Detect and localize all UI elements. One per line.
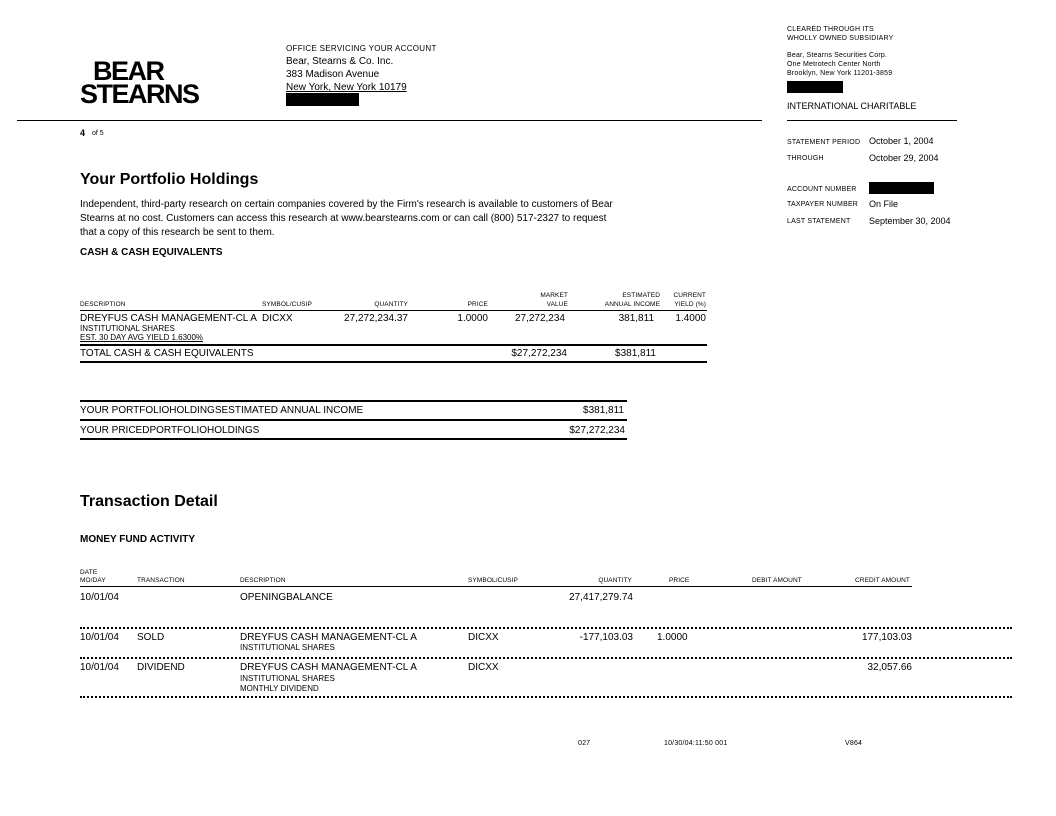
page-number: 4 bbox=[80, 128, 86, 138]
redaction-office bbox=[286, 93, 359, 106]
txn-col-quantity: QUANTITY bbox=[598, 577, 632, 584]
txn-col-credit: CREDIT AMOUNT bbox=[855, 577, 910, 584]
clearing-line-2: WHOLLY OWNED SUBSIDIARY bbox=[787, 35, 894, 42]
clearing-line-5: Brooklyn, New York 11201-3859 bbox=[787, 70, 893, 77]
cash-total-label: TOTAL CASH & CASH EQUIVALENTS bbox=[80, 348, 254, 359]
txn-col-description: DESCRIPTION bbox=[240, 577, 286, 584]
portfolio-heading: Your Portfolio Holdings bbox=[80, 171, 259, 188]
txn-col-debit: DEBIT AMOUNT bbox=[752, 577, 802, 584]
footer-code-3: V864 bbox=[845, 740, 863, 747]
txn-row-divider-2 bbox=[80, 657, 1012, 659]
cash-row-price: 1.0000 bbox=[457, 313, 488, 324]
txn-row-2-type: DIVIDEND bbox=[137, 662, 185, 673]
summary-mid-rule bbox=[80, 419, 627, 421]
txn-row-divider-3 bbox=[80, 696, 1012, 698]
txn-row-1-date: 10/01/04 bbox=[80, 632, 119, 643]
txn-row-1-credit: 177,103.03 bbox=[861, 632, 912, 643]
logo-bear: BEAR bbox=[93, 56, 164, 86]
txn-row-2-desc-1: DREYFUS CASH MANAGEMENT-CL A bbox=[240, 662, 417, 673]
summary-bottom-rule bbox=[80, 438, 627, 440]
page-of: of 5 bbox=[92, 130, 104, 137]
account-number-label: ACCOUNT NUMBER bbox=[787, 186, 857, 193]
txn-col-price: PRICE bbox=[669, 577, 690, 584]
col-market-1: MARKET bbox=[540, 292, 568, 299]
txn-col-date-1: DATE bbox=[80, 569, 98, 576]
txn-row-2-symbol: DICXX bbox=[468, 662, 499, 673]
cash-row-quantity: 27,272,234.37 bbox=[344, 313, 408, 324]
summary-priced-value: $27,272,234 bbox=[569, 425, 625, 436]
cash-row-desc-2: INSTITUTIONAL SHARES bbox=[80, 324, 175, 333]
txn-row-2-credit: 32,057.66 bbox=[867, 662, 912, 673]
office-line-3: New York, New York 10179 bbox=[286, 82, 407, 93]
txn-row-1-desc-2: INSTITUTIONAL SHARES bbox=[240, 643, 335, 652]
taxpayer-label: TAXPAYER NUMBER bbox=[787, 201, 859, 208]
cash-row-yield: 1.4000 bbox=[675, 313, 706, 324]
cash-row-income: 381,811 bbox=[618, 313, 654, 324]
summary-income-label: YOUR PORTFOLIOHOLDINGSESTIMATED ANNUAL INCOME bbox=[80, 405, 364, 416]
txn-row-1-type: SOLD bbox=[137, 632, 165, 643]
txn-col-symbol: SYMBOL/CUSIP bbox=[468, 577, 518, 584]
col-yield-1: CURRENT bbox=[673, 292, 706, 299]
through-label: THROUGH bbox=[787, 155, 824, 162]
txn-row-divider-1 bbox=[80, 627, 1012, 629]
col-income-2: ANNUAL INCOME bbox=[604, 301, 660, 308]
txn-row-2-date: 10/01/04 bbox=[80, 662, 119, 673]
statement-period-label: STATEMENT PERIOD bbox=[787, 139, 861, 146]
col-income-1: ESTIMATED bbox=[622, 292, 660, 299]
txn-col-date-2: MO/DAY bbox=[80, 577, 106, 584]
taxpayer-value: On File bbox=[869, 199, 899, 209]
redaction-clearing bbox=[787, 81, 843, 93]
clearing-line-4: One Metrotech Center North bbox=[787, 61, 881, 68]
txn-row-1-quantity: -177,103.03 bbox=[579, 632, 633, 643]
money-fund-heading: MONEY FUND ACTIVITY bbox=[80, 534, 196, 545]
col-quantity: QUANTITY bbox=[374, 301, 408, 308]
summary-top-rule bbox=[80, 400, 627, 402]
txn-row-1-symbol: DICXX bbox=[468, 632, 499, 643]
redaction-account-number bbox=[869, 182, 934, 194]
txn-col-transaction: TRANSACTION bbox=[137, 577, 185, 584]
summary-priced-label: YOUR PRICEDPORTFOLIOHOLDINGS bbox=[80, 425, 260, 436]
account-name: INTERNATIONAL CHARITABLE bbox=[787, 101, 917, 111]
research-para-line-1: Independent, third-party research on certain companies covered by the Firm's research is available to customers of Bear bbox=[80, 199, 613, 210]
header-rule-right bbox=[787, 120, 957, 121]
txn-row-2-desc-2: INSTITUTIONAL SHARES bbox=[240, 674, 335, 683]
cash-total-market: $27,272,234 bbox=[511, 348, 567, 359]
research-para-line-2: Stearns at no cost. Customers can access this research at www.bearstearns.com or can call (800) 517-2327 to request bbox=[80, 213, 607, 224]
cash-row-desc-3: EST. 30 DAY AVG YIELD 1.6300% bbox=[80, 333, 204, 342]
office-line-2: 383 Madison Avenue bbox=[286, 69, 380, 80]
txn-row-2-desc-3: MONTHLY DIVIDEND bbox=[240, 684, 319, 693]
clearing-line-1: CLEARED THROUGH ITS bbox=[787, 26, 874, 33]
statement-period-value: October 1, 2004 bbox=[869, 136, 934, 146]
col-market-2: VALUE bbox=[546, 301, 568, 308]
cash-total-income: $381,811 bbox=[615, 348, 656, 359]
cash-header-rule bbox=[80, 310, 707, 311]
cash-total-top-rule bbox=[80, 344, 707, 346]
footer-code-1: 027 bbox=[578, 740, 591, 747]
header-rule bbox=[17, 120, 762, 121]
footer-code-2: 10/30/04:11:50 001 bbox=[664, 740, 728, 747]
last-statement-value: September 30, 2004 bbox=[869, 216, 951, 226]
summary-income-value: $381,811 bbox=[583, 405, 624, 416]
col-symbol: SYMBOL/CUSIP bbox=[262, 301, 312, 308]
last-statement-label: LAST STATEMENT bbox=[787, 218, 851, 225]
col-description: DESCRIPTION bbox=[80, 301, 126, 308]
txn-row-0-quantity: 27,417,279.74 bbox=[569, 592, 633, 603]
research-para-line-3: that a copy of this research be sent to them. bbox=[80, 227, 275, 238]
txn-header-rule bbox=[80, 586, 912, 587]
col-price: PRICE bbox=[467, 301, 488, 308]
cash-heading: CASH & CASH EQUIVALENTS bbox=[80, 247, 223, 258]
transaction-heading: Transaction Detail bbox=[80, 493, 218, 510]
txn-row-1-desc-1: DREYFUS CASH MANAGEMENT-CL A bbox=[240, 632, 417, 643]
cash-row-symbol: DICXX bbox=[262, 313, 293, 324]
clearing-line-3: Bear, Stearns Securities Corp. bbox=[787, 52, 888, 59]
txn-row-0-date: 10/01/04 bbox=[80, 592, 119, 603]
through-value: October 29, 2004 bbox=[869, 153, 939, 163]
logo-stearns: STEARNS bbox=[80, 79, 199, 109]
cash-total-bottom-rule bbox=[80, 361, 707, 363]
col-yield-2: YIELD (%) bbox=[674, 301, 706, 308]
txn-row-0-desc: OPENINGBALANCE bbox=[240, 592, 333, 603]
txn-row-1-price: 1.0000 bbox=[657, 632, 688, 643]
cash-row-desc-1: DREYFUS CASH MANAGEMENT-CL A bbox=[80, 313, 257, 324]
cash-row-market: 27,272,234 bbox=[514, 313, 565, 324]
office-title: OFFICE SERVICING YOUR ACCOUNT bbox=[286, 44, 437, 53]
office-line-1: Bear, Stearns & Co. Inc. bbox=[286, 56, 394, 67]
